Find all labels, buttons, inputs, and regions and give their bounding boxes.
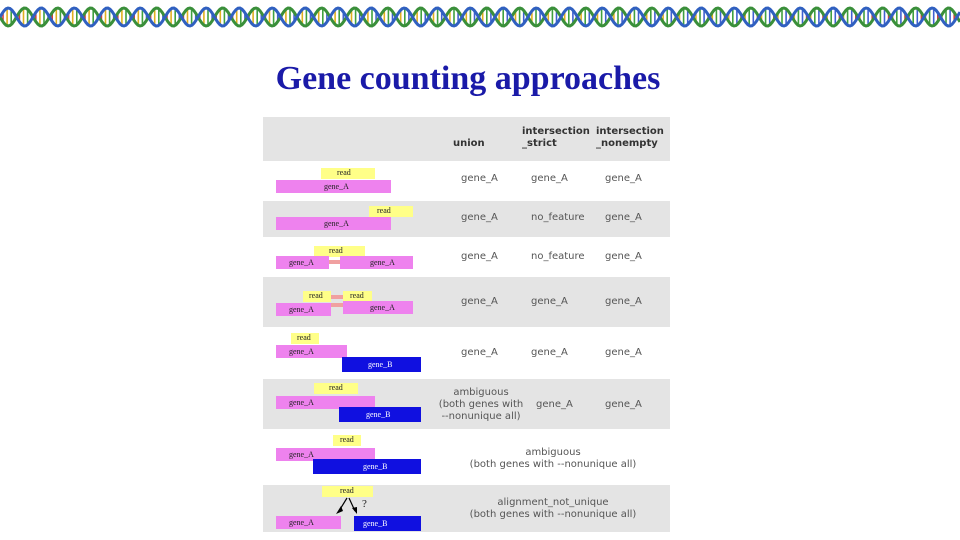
case-row-8 bbox=[263, 485, 670, 532]
read-label: read bbox=[340, 486, 354, 495]
dna-helix-banner bbox=[0, 0, 960, 36]
case-row-3 bbox=[263, 237, 670, 277]
question-mark: ? bbox=[362, 498, 367, 510]
read-label: read bbox=[337, 168, 351, 177]
read-label: read bbox=[329, 246, 343, 255]
gene-a-label: gene_A bbox=[289, 450, 314, 459]
read-label: read bbox=[377, 206, 391, 215]
gene-a-label: gene_A bbox=[289, 305, 314, 314]
page-title: Gene counting approaches bbox=[275, 60, 661, 97]
case-row-1 bbox=[263, 161, 670, 201]
span-result-line1: alignment_not_unique bbox=[497, 497, 609, 508]
span-result-line2: (both genes with --nonunique all) bbox=[469, 459, 637, 470]
nonempty-result: gene_A bbox=[605, 212, 642, 223]
figure-header bbox=[263, 117, 670, 161]
gene-b-label: gene_B bbox=[363, 519, 388, 528]
union-result: gene_A bbox=[461, 212, 498, 223]
helix-rungs bbox=[3, 8, 958, 26]
strict-result: gene_A bbox=[536, 399, 573, 410]
header-union: union bbox=[453, 138, 485, 149]
gene-b-label: gene_B bbox=[363, 462, 388, 471]
case-row-5 bbox=[263, 327, 670, 379]
header-strict-line2: _strict bbox=[522, 138, 557, 149]
gene-a-label: gene_A bbox=[324, 219, 349, 228]
read-bar bbox=[369, 206, 413, 217]
union-result-line2: (both genes with bbox=[438, 399, 524, 410]
read-label: read bbox=[297, 333, 311, 342]
gene-a-label: gene_A bbox=[324, 182, 349, 191]
read-label: read bbox=[340, 435, 354, 444]
union-result: gene_A bbox=[461, 347, 498, 358]
gene-a-label: gene_A bbox=[370, 303, 395, 312]
nonempty-result: gene_A bbox=[605, 251, 642, 262]
read-pair-link bbox=[331, 295, 343, 299]
counting-modes-figure bbox=[263, 117, 670, 532]
strict-result: no_feature bbox=[531, 251, 585, 262]
read-label: read bbox=[329, 383, 343, 392]
nonempty-result: gene_A bbox=[605, 173, 642, 184]
gene-a-label: gene_A bbox=[289, 518, 314, 527]
read-label: read bbox=[309, 291, 323, 300]
case-row-6 bbox=[263, 379, 670, 429]
span-result-line1: ambiguous bbox=[525, 447, 581, 458]
case-row-7 bbox=[263, 429, 670, 485]
header-nonempty-line2: _nonempty bbox=[596, 138, 658, 149]
strict-result: gene_A bbox=[531, 347, 568, 358]
gene-a-label: gene_A bbox=[289, 347, 314, 356]
case-row-2 bbox=[263, 201, 670, 237]
gene-a-label: gene_A bbox=[289, 258, 314, 267]
union-result: gene_A bbox=[461, 173, 498, 184]
nonempty-result: gene_A bbox=[605, 296, 642, 307]
union-result: gene_A bbox=[461, 296, 498, 307]
span-result-line2: (both genes with --nonunique all) bbox=[469, 509, 637, 520]
strict-result: no_feature bbox=[531, 212, 585, 223]
gene-a-label: gene_A bbox=[289, 398, 314, 407]
gene-b-label: gene_B bbox=[368, 360, 393, 369]
multimap-arrows bbox=[333, 497, 363, 517]
union-result-line1: ambiguous bbox=[453, 387, 509, 398]
header-nonempty-line1: intersection bbox=[596, 126, 664, 137]
case-row-4 bbox=[263, 277, 670, 327]
union-result: gene_A bbox=[461, 251, 498, 262]
nonempty-result: gene_A bbox=[605, 399, 642, 410]
strict-result: gene_A bbox=[531, 173, 568, 184]
strict-result: gene_A bbox=[531, 296, 568, 307]
intron-gap bbox=[331, 303, 343, 307]
union-result-line3: --nonunique all) bbox=[441, 411, 521, 422]
header-strict-line1: intersection bbox=[522, 126, 590, 137]
nonempty-result: gene_A bbox=[605, 347, 642, 358]
gene-b-label: gene_B bbox=[366, 410, 391, 419]
gene-a-label: gene_A bbox=[370, 258, 395, 267]
read-label: read bbox=[350, 291, 364, 300]
